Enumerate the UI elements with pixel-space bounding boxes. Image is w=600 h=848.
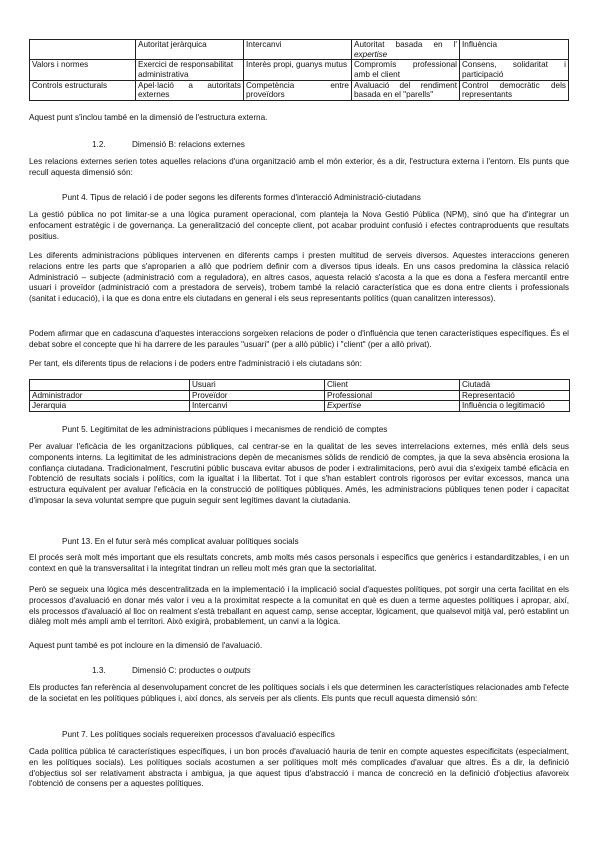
table-cell: Influència o legitimació xyxy=(460,401,570,412)
paragraph: Les relacions externes serien totes aquelles relacions d'una organització amb el món exterior, és a dir, l'estructura externa i l'entorn. Els punts que recull aquesta dimensió són: xyxy=(29,157,569,177)
table-cell: Autoritat jeràrquica xyxy=(136,40,244,60)
table-cell xyxy=(30,40,136,60)
table-cell xyxy=(30,380,190,391)
paragraph: Els productes fan referència al desenvolupament concret de les polítiques socials i els que determinen les característiques relacionades amb l'efecte de la societat en les polítiques públiques i, així doncs, als serveis per als clients. Els punts que recull aquesta dimensió són: xyxy=(29,683,569,703)
table-cell: Intercanvi xyxy=(190,401,325,412)
table-cell: Ciutadà xyxy=(460,380,570,391)
table-cell: Intercanvi xyxy=(244,40,352,60)
table-cell: Avaluació del rendiment basada en el "parells" xyxy=(352,80,460,100)
punt-heading-4: Punt 4. Tipus de relació i de poder segons les diferents formes d'interacció Administració-ciutadans xyxy=(62,193,421,202)
table-cell: Proveïdor xyxy=(190,390,325,401)
note-text: Aquest punt també es pot incloure en la dimensió de l'avaluació. xyxy=(29,641,263,650)
punt-heading-13: Punt 13. En el futur serà més complicat avaluar polítiques socials xyxy=(62,537,299,546)
table-control-mechanisms xyxy=(29,39,569,101)
paragraph: El procés serà molt més important que els resultats concrets, amb molts més casos personals i específics que genèrics i estandarditzables, i en un context en què la transversalitat i la integritat tindran un relleu molt més gran que la sectorialitat. xyxy=(29,553,569,573)
table-cell: Professional xyxy=(325,390,460,401)
table-row xyxy=(30,60,569,80)
section-heading-c: 1.3. Dimensió C: productes o outputs xyxy=(92,666,251,675)
paragraph: La gestió pública no pot limitar-se a una lògica purament operacional, com planteja la Nova Gestió Pública (NPM), sinó que ha d'integrar un enfocament estratègic i de governança. La generalització del concepte client, pot acabar produint confusió i efectes contraproduents que resultats positius. xyxy=(29,210,569,241)
paragraph: Per tant, els diferents tipus de relacions i de poders entre l'administració i els ciutadans són: xyxy=(29,359,362,368)
table-row xyxy=(30,40,569,60)
table-cell: Expertise xyxy=(325,401,460,412)
table-cell: Consens, solidaritat i participació xyxy=(460,60,569,80)
paragraph: Cada política pública té característiques específiques, i un bon procés d'avaluació hauria de tenir en compte aquestes especificitats (especialment, en les polítiques socials). Les polítiques socials acostumen a ser polítiques molt més complicades d'avaluar que altres. És a dir, la definició d'objectius sol ser relativament abstracta i ambigua, ja que aquest tipus d'abstracció i manca de concreció en la definició d'objectius afavoreix l'obtenció de consens per a aquestes polítiques. xyxy=(29,747,569,789)
table-cell: Client xyxy=(325,380,460,391)
table-cell: Controls estructurals xyxy=(30,80,136,100)
table-cell: Competència entre proveïdors xyxy=(244,80,352,100)
table-cell: Valors i normes xyxy=(30,60,136,80)
note-text: Aquest punt s'inclou també en la dimensió de l'estructura externa. xyxy=(29,113,268,122)
paragraph: Per avaluar l'eficàcia de les organitzacions públiques, cal centrar-se en la qualitat de les seves interrelacions externes, més enllà dels seus components interns. La legitimitat de les administracions depèn de mecanismes sòlids de rendició de comptes, ja que la seva absència erosiona la confiança ciutadana. Tradicionalment, l'escrutini públic buscava evitar abusos de poder i extralimitacions, però avui dia s'exigeix també eficàcia en l'obtenció de resultats socials i polítics, com la igualtat i la llibertat. Tot i que s'han establert controls rigorosos per evitar excessos, manca una estructura equivalent per avaluar l'eficàcia en la construcció de polítiques públiques. Amés, les administracions públiques tenen poder i capacitat d'imposar la seva voluntat sempre que puguin seguir sent legítimes davant la ciutadania. xyxy=(29,442,569,506)
table-row xyxy=(30,380,570,391)
punt-heading-7: Punt 7. Les polítiques socials requereixen processos d'avaluació específics xyxy=(62,730,335,739)
table-row xyxy=(30,80,569,100)
table-cell: Compromís professional amb el client xyxy=(352,60,460,80)
table-cell: Control democràtic dels representants xyxy=(460,80,569,100)
table-cell: Administrador xyxy=(30,390,190,401)
table-cell: Usuari xyxy=(190,380,325,391)
section-heading-b: 1.2. Dimensió B: relacions externes xyxy=(92,140,245,149)
table-relation-types xyxy=(29,379,570,412)
paragraph: Les diferents administracions públiques intervenen en diferents camps i presten multitud de serveis diversos. Aquestes interaccions generen relacions entre les parts que s'aproparien a allò que podríem definir com a diversos tipus ideals. En uns casos predomina la clàssica relació Administració – subjecte (administració com a reguladora), en altres casos, aquesta relació s'acosta a la que es dona a l'esfera mercantil entre usuari i proveïdor (administració com a prestadora de serveis), trobem també la relació característica que es dona entre clients i professionals (sanitat i educació), i la que es dona entre els ciutadans en general i els seus representants polítics (quan canalitzen interessos). xyxy=(29,251,569,304)
table-cell: Autoritat basada en l' expertise xyxy=(352,40,460,60)
paragraph: Però se segueix una lògica més descentralitzada en la implementació i la implicació social d'aquestes polítiques, pot sorgir una certa facilitat en els processos d'avaluació en donar més valor i veu a la proximitat respecte a la comunitat en què es duen a terme aquestes polítiques i apropar, així, els processos d'avaluació al lloc on realment s'està treballant en aquest camp, sense acceptar, lògicament, que qualsevol mitjà val, però establint un diàleg molt més ampli amb el territori. Això exigirà, probablement, un canvi a la lògica. xyxy=(29,585,569,627)
table-cell: Exercici de responsabilitat administrativa xyxy=(136,60,244,80)
table-cell: Apel·lació a autoritats externes xyxy=(136,80,244,100)
table-cell: Interès propi, guanys mutus xyxy=(244,60,352,80)
table-cell: Influència xyxy=(460,40,569,60)
table-cell: Jerarquia xyxy=(30,401,190,412)
table-cell: Representació xyxy=(460,390,570,401)
paragraph: Podem afirmar que en cadascuna d'aquestes interaccions sorgeixen relacions de poder o d'influència que tenen característiques específiques. És el debat sobre el concepte que hi ha darrere de les paraules "usuari" (per a allò públic) i "client" (per a allò privat). xyxy=(29,329,569,349)
punt-heading-5: Punt 5. Legitimitat de les administracions públiques i mecanismes de rendició de comptes xyxy=(62,425,388,434)
table-row xyxy=(30,390,570,401)
table-row xyxy=(30,401,570,412)
